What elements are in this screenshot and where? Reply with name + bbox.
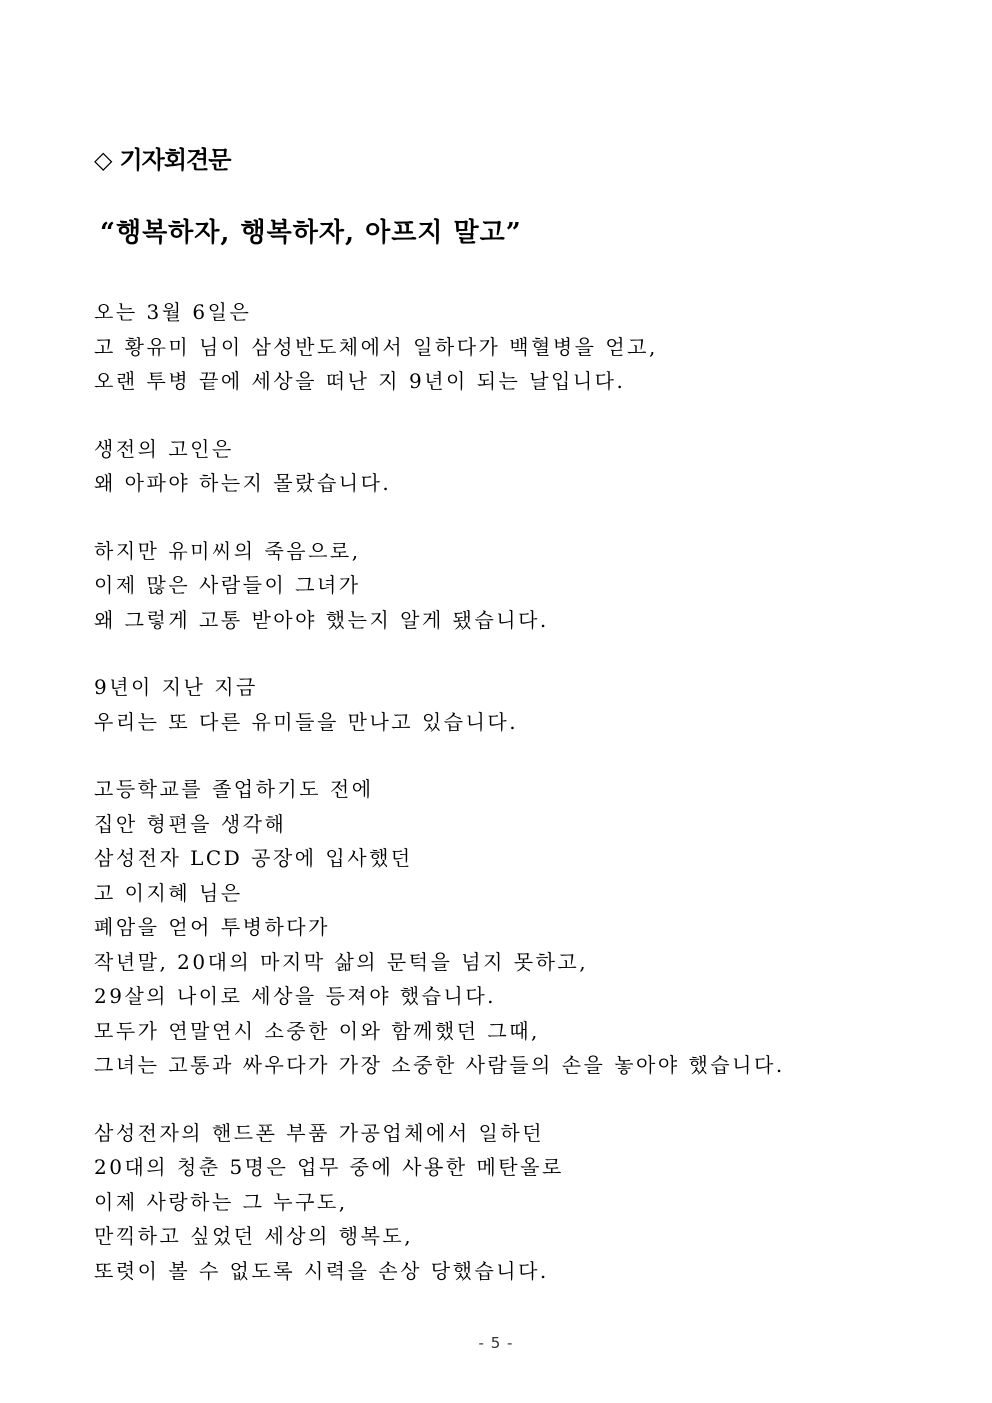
text-line: 9년이 지난 지금 [94, 675, 258, 699]
text-line: 만끽하고 싶었던 세상의 행복도, [94, 1224, 414, 1248]
page-number: - 5 - [478, 1334, 514, 1352]
paragraph [94, 1116, 894, 1289]
text-line: 이제 사랑하는 그 누구도, [94, 1189, 348, 1214]
text-line: 이제 많은 사람들이 그녀가 [94, 573, 361, 597]
paragraph [94, 534, 894, 638]
text-line: 삼성전자 LCD 공장에 입사했던 [94, 846, 413, 870]
paragraph [94, 670, 894, 739]
text-line: 20대의 청춘 5명은 업무 중에 사용한 메탄올로 [94, 1155, 564, 1179]
text-line: 고등학교를 졸업하기도 전에 [94, 777, 374, 801]
diamond-icon: ◇ [94, 146, 112, 174]
text-line: 또렷이 볼 수 없도록 시력을 손상 당했습니다. [94, 1258, 549, 1283]
body-text [94, 295, 894, 1321]
section-title: 기자회견문 [119, 146, 231, 174]
paragraph [94, 772, 894, 1083]
text-line: 고 이지혜 님은 [94, 880, 243, 905]
text-line: 집안 형편을 생각해 [94, 811, 287, 836]
text-line: 삼성전자의 핸드폰 부품 가공업체에서 일하던 [94, 1120, 545, 1145]
paragraph [94, 295, 894, 399]
text-line: 폐암을 얻어 투병하다가 [94, 915, 330, 939]
paragraph [94, 432, 894, 501]
text-line: 왜 그렇게 고통 받아야 했는지 알게 됐습니다. [94, 607, 549, 632]
text-line: 모두가 연말연시 소중한 이와 함께했던 그때, [94, 1018, 540, 1043]
text-line: 우리는 또 다른 유미들을 만나고 있습니다. [94, 709, 519, 734]
text-line: 고 황유미 님이 삼성반도체에서 일하다가 백혈병을 얻고, [94, 334, 658, 359]
text-line: 그녀는 고통과 싸우다가 가장 소중한 사람들의 손을 놓아야 했습니다. [94, 1053, 785, 1077]
press-release-headline: “행복하자, 행복하자, 아프지 말고” [100, 218, 522, 248]
text-line: 29살의 나이로 세상을 등져야 했습니다. [94, 984, 497, 1008]
text-line: 작년말, 20대의 마지막 삶의 문턱을 넘지 못하고, [94, 949, 589, 974]
text-line: 왜 아파야 하는지 몰랐습니다. [94, 471, 392, 495]
text-line: 생전의 고인은 [94, 436, 234, 461]
section-heading [94, 140, 230, 175]
text-line: 하지만 유미씨의 죽음으로, [94, 538, 361, 563]
text-line: 오는 3월 6일은 [94, 300, 252, 324]
text-line: 오랜 투병 끝에 세상을 떠난 지 9년이 되는 날입니다. [94, 369, 626, 393]
